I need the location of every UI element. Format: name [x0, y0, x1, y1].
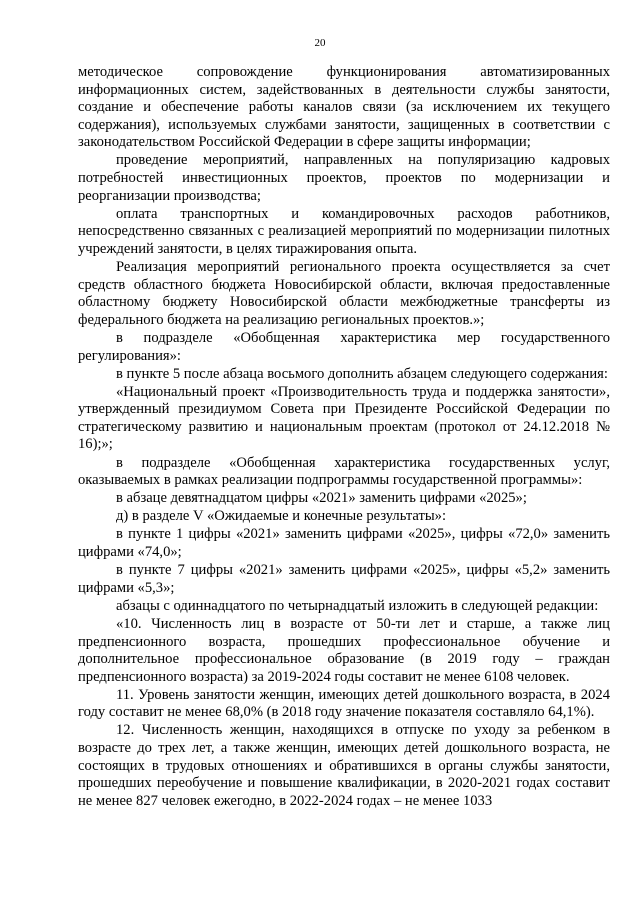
paragraph: в пункте 1 цифры «2021» заменить цифрами «2025», цифры «72,0» заменить цифрами «74,0»;: [78, 526, 610, 561]
paragraph: в пункте 5 после абзаца восьмого дополнить абзацем следующего содержания:: [116, 365, 608, 382]
paragraph: абзацы с одиннадцатого по четырнадцатый изложить в следующей редакции:: [116, 597, 599, 614]
paragraph: 11. Уровень занятости женщин, имеющих детей дошкольного возраста, в 2024 году составит не менее 68,0% (в 2018 году значение показателя составляло 64,1%).: [78, 686, 610, 721]
page-number: 20: [314, 37, 326, 49]
paragraph: в пункте 7 цифры «2021» заменить цифрами «2025», цифры «5,2» заменить цифрами «5,3»;: [78, 562, 610, 596]
paragraph: оплата транспортных и командировочных расходов работников, непосредственно связанных с реализацией мероприятий по модернизации пилотных учреждений занятости, в целях тиражирования опыта.: [78, 205, 610, 257]
paragraph: проведение мероприятий, направленных на популяризацию кадровых потребностей инвестиционных проектов, проектов по модернизации и реорганизации производства;: [78, 152, 610, 204]
paragraph: д) в разделе V «Ожидаемые и конечные результаты»:: [116, 508, 447, 525]
paragraph: «Национальный проект «Производительность труда и поддержка занятости», утвержденный президиумом Совета при Президенте Российской Федерации по стратегическому развитию и национальным проектам (протокол от 24.12.2018 № 16);»;: [78, 383, 610, 453]
paragraph: Реализация мероприятий регионального проекта осуществляется за счет средств областного бюджета Новосибирской области, включая предоставленные областному бюджету Новосибирской области межбюджетные трансферты из федерального бюджета на реализацию региональных проектов.»;: [78, 259, 610, 328]
paragraph: методическое сопровождение функционирования автоматизированных информационных систем, задействованных в деятельности службы занятости, создание и обеспечение работы каналов связи (за исключением их текущего содержания), используемых службами занятости, защищенных в соответствии с законодательством Российской Федерации в сфере защиты информации;: [78, 64, 610, 151]
paragraph: «10. Численность лиц в возрасте от 50-ти лет и старше, а также лиц предпенсионного возраста, прошедших профессиональное обучение и дополнительное профессиональное образование (в 2019 году – граждан предпенсионного возраста) за 2019-2024 годы составит не менее 6108 человек.: [78, 615, 610, 685]
paragraph: в абзаце девятнадцатом цифры «2021» заменить цифрами «2025»;: [116, 490, 527, 507]
document-body: [78, 64, 610, 811]
paragraph: в подразделе «Обобщенная характеристика мер государственного регулирования»:: [78, 329, 610, 364]
paragraph: 12. Численность женщин, находящихся в отпуске по уходу за ребенком в возрасте до трех лет, а также женщин, имеющих детей дошкольного возраста, не состоящих в трудовых отношениях и обратившихся в органы службы занятости, прошедших переобучение и повышение квалификации, в 2020-2021 годах составит не менее 827 человек ежегодно, в 2022-2024 годах – не менее 1033: [78, 722, 610, 809]
paragraph: в подразделе «Обобщенная характеристика государственных услуг, оказываемых в рамках реализации подпрограммы государственной программы»:: [78, 454, 610, 489]
